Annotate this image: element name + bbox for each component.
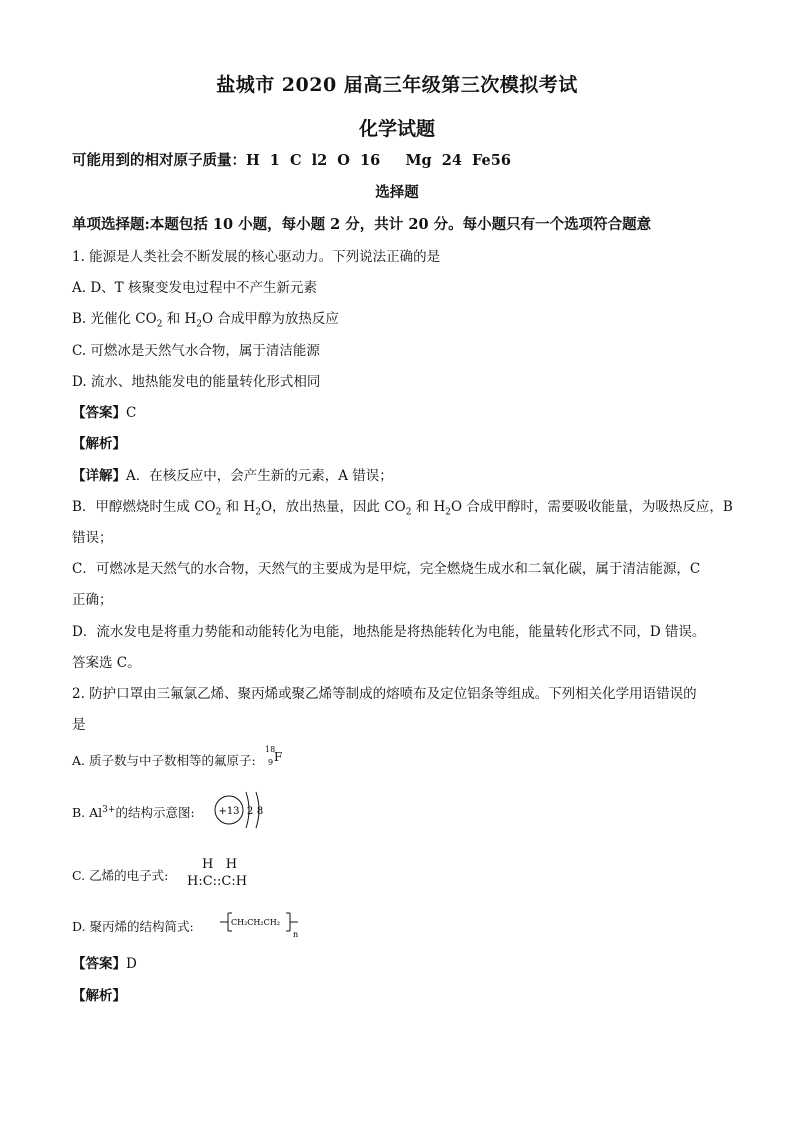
q2-analysis-label: 【解析】	[72, 988, 126, 1004]
polypropylene-structural-formula	[218, 909, 308, 939]
q2-answer: 【答案】D	[72, 956, 137, 972]
al-ion-structure-diagram	[212, 788, 268, 832]
q1-option-a: A. D、T 核聚变发电过程中不产生新元素	[72, 280, 317, 296]
q1-option-c: C. 可燃冰是天然气水合物，属于清洁能源	[72, 343, 320, 359]
q1-conclusion: 答案选 C。	[72, 655, 141, 671]
electron-shell-1: 2	[246, 806, 254, 817]
electron-shell-2: 8	[256, 806, 264, 817]
nuclide-atomic-number: 9	[268, 758, 274, 767]
nucleus-charge: +13	[218, 806, 240, 817]
q1-detail-d: D．流水发电是将重力势能和动能转化为电能，地热能是将热能转化为电能，能量转化形式不同，D 错误。	[72, 624, 706, 640]
repeat-unit: CH₂CH₂CH₂	[231, 918, 280, 927]
section-title: 选择题	[375, 184, 419, 201]
q2-stem-cont: 是	[72, 717, 86, 733]
q1-detail-b-cont: 错误；	[72, 530, 113, 546]
atomic-masses: 可能用到的相对原子质量：H 1 C l2 O 16 Mg 24 Fe56	[72, 152, 511, 169]
ethylene-electron-formula-top: H H	[202, 857, 238, 872]
q1-detail-c: C．可燃冰是天然气的水合物，天然气的主要成为是甲烷，完全燃烧生成水和二氧化碳，属于清洁能源，C	[72, 561, 701, 577]
q1-detail-c-cont: 正确；	[72, 592, 113, 608]
q1-analysis-label: 【解析】	[72, 436, 126, 452]
q1-stem: 1. 能源是人类社会不断发展的核心驱动力。下列说法正确的是	[72, 249, 441, 265]
q1-option-d: D. 流水、地热能发电的能量转化形式相同	[72, 374, 321, 390]
q1-detail-b: B．甲醇燃烧时生成 $CO_2$ 和 $H_2O$，放出热量，因此 $CO_2$ 和 $H_2O$ 合成甲醇时，需要吸收能量，为吸热反应，B	[72, 499, 733, 518]
q2-option-d: D. 聚丙烯的结构简式:	[72, 919, 194, 934]
q2-stem: 2. 防护口罩由三氟氯乙烯、聚丙烯或聚乙烯等制成的熔喷布及定位铝条等组成。下列相关化学用语错误的	[72, 686, 697, 702]
nuclide-element: F	[274, 750, 283, 764]
q1-option-b: B. 光催化 $CO_2$ 和 $H_2O$ 合成甲醇为放热反应	[72, 311, 339, 330]
section-instruction: 单项选择题:本题包括 10 小题，每小题 2 分，共计 20 分。每小题只有一个选项符合题意	[72, 216, 652, 233]
degree-n: n	[293, 930, 299, 939]
q2-option-c: C. 乙烯的电子式:	[72, 868, 169, 883]
q1-detail-a: 【详解】A．在核反应中，会产生新的元素，A 错误；	[72, 468, 393, 484]
exam-title: 盐城市 2020 届高三年级第三次模拟考试	[216, 74, 578, 96]
q2-option-a: A. 质子数与中子数相等的氟原子:	[72, 753, 256, 768]
nuclide-mass-number: 18	[265, 745, 276, 754]
exam-subtitle: 化学试题	[358, 118, 435, 140]
fluorine-nuclide-symbol	[263, 745, 293, 775]
q2-option-b: B. $Al^{3+}$的结构示意图:	[72, 804, 195, 820]
ethylene-electron-formula: H:C::C:H	[187, 874, 248, 889]
q1-answer: 【答案】C	[72, 405, 137, 421]
